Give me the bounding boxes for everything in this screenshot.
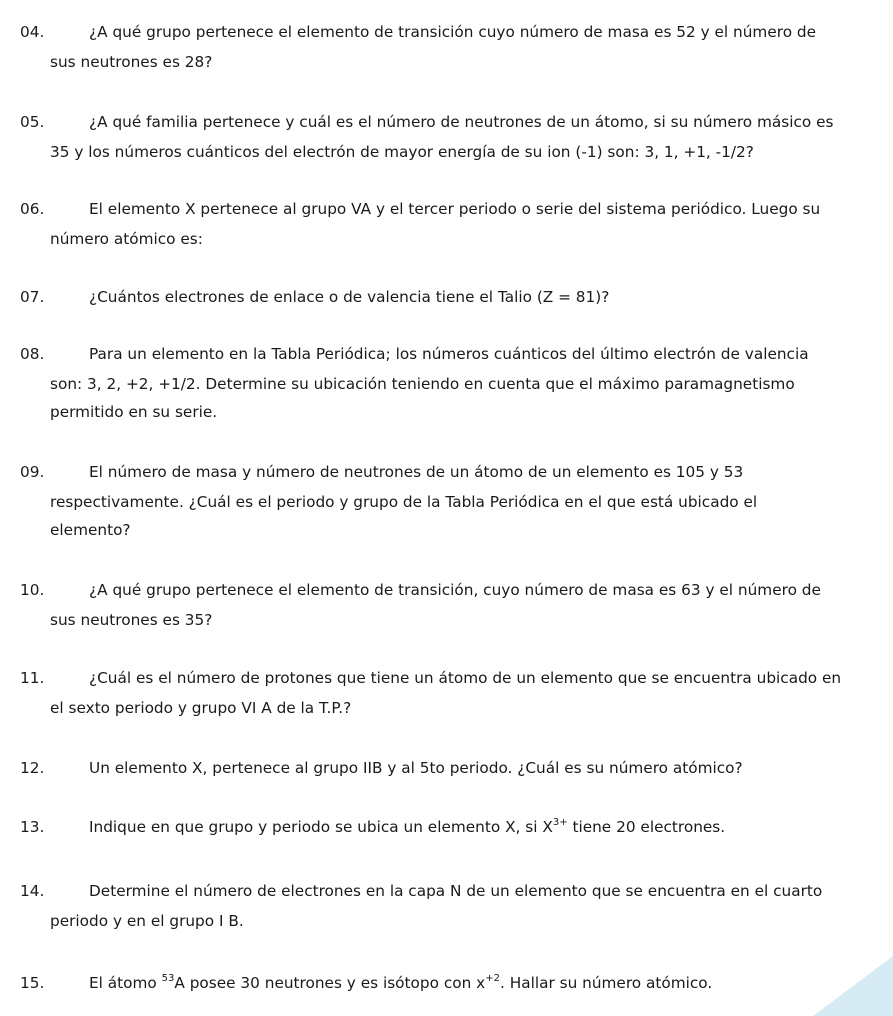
question-text-line: Un elemento X, pertenece al grupo IIB y al 5to periodo. ¿Cuál es su número atómico? — [89, 759, 743, 777]
question-number: 06. — [20, 200, 45, 218]
question-text-line: ¿A qué familia pertenece y cuál es el número de neutrones de un átomo, si su número másico es — [89, 113, 834, 131]
question-text-line: Indique en que grupo y periodo se ubica un elemento X, si $X^{3+}$ tiene 20 electrones. — [89, 816, 726, 836]
question-text-line: Para un elemento en la Tabla Periódica; los números cuánticos del último electrón de valencia — [89, 345, 809, 363]
question-text-line: 35 y los números cuánticos del electrón de mayor energía de su ion (-1) son: 3, 1, +1, -1/2? — [50, 143, 754, 161]
question-text-line: ¿A qué grupo pertenece el elemento de transición cuyo número de masa es 52 y el número de — [89, 23, 817, 41]
question-number: 13. — [20, 818, 45, 836]
question-text-line: ¿Cuántos electrones de enlace o de valencia tiene el Talio (Z = 81)? — [89, 288, 610, 306]
question-text-line: número atómico es: — [50, 230, 203, 248]
question-number: 05. — [20, 113, 45, 131]
question-number: 04. — [20, 23, 45, 41]
question-text-line: el sexto periodo y grupo VI A de la T.P.? — [50, 699, 352, 717]
question-text-line: elemento? — [50, 521, 131, 539]
question-number: 10. — [20, 581, 45, 599]
corner-decoration — [813, 956, 893, 1016]
question-text-line: Determine el número de electrones en la capa N de un elemento que se encuentra en el cuarto — [89, 882, 823, 900]
question-text-line: El elemento X pertenece al grupo VA y el tercer periodo o serie del sistema periódico. Luego su — [89, 200, 821, 218]
question-text-line: sus neutrones es 35? — [50, 611, 213, 629]
question-number: 14. — [20, 882, 45, 900]
charge-superscript: 3+ — [552, 816, 568, 828]
question-text-line: periodo y en el grupo I B. — [50, 912, 244, 930]
question-text-line: ¿Cuál es el número de protones que tiene un átomo de un elemento que se encuentra ubicado en — [89, 669, 842, 687]
question-number: 09. — [20, 463, 45, 481]
question-number: 12. — [20, 759, 45, 777]
question-number: 15. — [20, 974, 45, 992]
mass-number-superscript: 53 — [161, 972, 175, 984]
question-number: 08. — [20, 345, 45, 363]
question-text-line: El número de masa y número de neutrones de un átomo de un elemento es 105 y 53 — [89, 463, 744, 481]
question-text-line: El átomo $^{53}$A posee 30 neutrones y es isótopo con $x^{+2}$. Hallar su número atómico. — [89, 972, 713, 992]
question-number: 11. — [20, 669, 45, 687]
question-text-line: son: 3, 2, +2, +1/2. Determine su ubicación teniendo en cuenta que el máximo paramagnetismo — [50, 375, 795, 393]
question-text-line: respectivamente. ¿Cuál es el periodo y grupo de la Tabla Periódica en el que está ubicado el — [50, 493, 758, 511]
question-number: 07. — [20, 288, 45, 306]
question-text-line: sus neutrones es 28? — [50, 53, 213, 71]
question-text-line: permitido en su serie. — [50, 403, 218, 421]
charge-superscript: +2 — [485, 972, 500, 984]
question-text-line: ¿A qué grupo pertenece el elemento de transición, cuyo número de masa es 63 y el número de — [89, 581, 821, 599]
